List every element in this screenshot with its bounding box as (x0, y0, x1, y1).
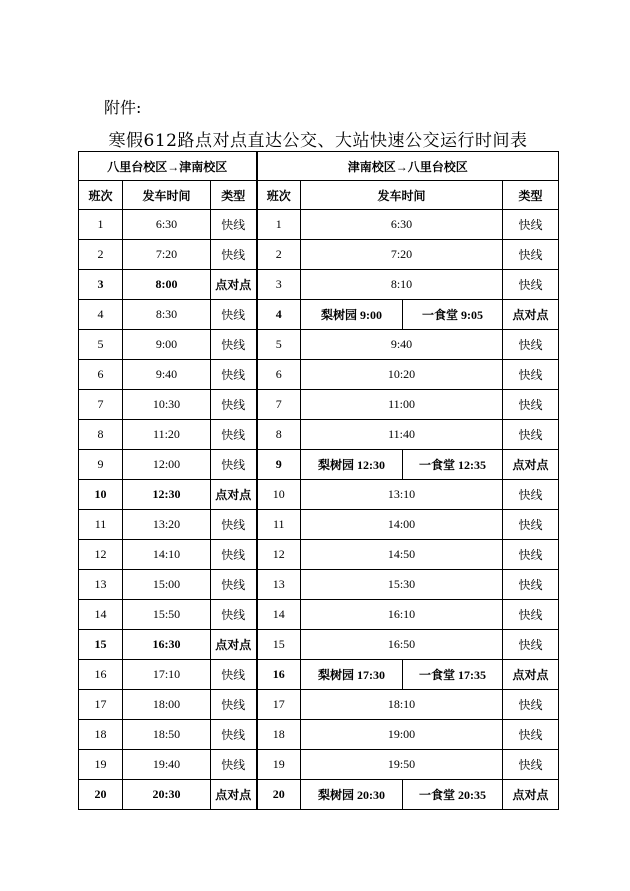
left-trip-no: 11 (79, 510, 123, 540)
left-depart-time: 10:30 (123, 390, 211, 420)
right-type: 快线 (503, 570, 559, 600)
table-row (79, 570, 559, 600)
right-depart-time: 19:50 (301, 750, 503, 780)
right-trip-no: 14 (257, 600, 301, 630)
left-depart-time: 15:00 (123, 570, 211, 600)
table-row (79, 210, 559, 240)
table-row (79, 240, 559, 270)
right-type: 点对点 (503, 780, 559, 810)
left-trip-no: 7 (79, 390, 123, 420)
table-row (79, 510, 559, 540)
right-trip-no: 15 (257, 630, 301, 660)
left-trip-no: 4 (79, 300, 123, 330)
right-depart-time: 13:10 (301, 480, 503, 510)
right-col-no-header: 班次 (257, 181, 301, 210)
table-row (79, 630, 559, 660)
left-trip-no: 3 (79, 270, 123, 300)
right-trip-no: 16 (257, 660, 301, 690)
left-type: 快线 (211, 420, 257, 450)
right-trip-no: 1 (257, 210, 301, 240)
right-trip-no: 6 (257, 360, 301, 390)
left-depart-time: 6:30 (123, 210, 211, 240)
right-depart-canteen: 一食堂 9:05 (403, 300, 503, 330)
right-depart-time: 16:10 (301, 600, 503, 630)
right-trip-no: 18 (257, 720, 301, 750)
left-trip-no: 16 (79, 660, 123, 690)
left-col-no-header: 班次 (79, 181, 123, 210)
table-row (79, 450, 559, 480)
right-trip-no: 2 (257, 240, 301, 270)
left-depart-time: 16:30 (123, 630, 211, 660)
left-type: 快线 (211, 570, 257, 600)
left-depart-time: 15:50 (123, 600, 211, 630)
schedule-table (78, 151, 559, 810)
right-trip-no: 10 (257, 480, 301, 510)
table-row (79, 480, 559, 510)
left-type: 快线 (211, 360, 257, 390)
right-depart-canteen: 一食堂 12:35 (403, 450, 503, 480)
right-type: 快线 (503, 210, 559, 240)
right-direction-header: 津南校区→八里台校区 (257, 152, 559, 181)
left-trip-no: 12 (79, 540, 123, 570)
right-depart-lishuyuan: 梨树园 20:30 (301, 780, 403, 810)
left-type: 快线 (211, 240, 257, 270)
right-depart-time: 14:00 (301, 510, 503, 540)
left-type: 快线 (211, 510, 257, 540)
right-type: 快线 (503, 510, 559, 540)
right-type: 快线 (503, 420, 559, 450)
left-trip-no: 5 (79, 330, 123, 360)
right-type: 快线 (503, 270, 559, 300)
table-row (79, 780, 559, 810)
right-type: 点对点 (503, 660, 559, 690)
right-depart-time: 11:40 (301, 420, 503, 450)
table-row (79, 360, 559, 390)
right-trip-no: 7 (257, 390, 301, 420)
left-depart-time: 14:10 (123, 540, 211, 570)
left-depart-time: 12:00 (123, 450, 211, 480)
left-trip-no: 18 (79, 720, 123, 750)
left-col-type-header: 类型 (211, 181, 257, 210)
right-depart-lishuyuan: 梨树园 12:30 (301, 450, 403, 480)
left-trip-no: 13 (79, 570, 123, 600)
left-type: 快线 (211, 750, 257, 780)
left-type: 快线 (211, 390, 257, 420)
left-type: 快线 (211, 720, 257, 750)
left-type: 点对点 (211, 270, 257, 300)
left-depart-time: 8:30 (123, 300, 211, 330)
left-type: 快线 (211, 600, 257, 630)
table-row (79, 420, 559, 450)
left-trip-no: 6 (79, 360, 123, 390)
right-type: 快线 (503, 750, 559, 780)
right-trip-no: 13 (257, 570, 301, 600)
left-col-time-header: 发车时间 (123, 181, 211, 210)
table-row (79, 390, 559, 420)
left-type: 快线 (211, 210, 257, 240)
left-type: 快线 (211, 450, 257, 480)
right-depart-time: 11:00 (301, 390, 503, 420)
left-trip-no: 20 (79, 780, 123, 810)
right-type: 点对点 (503, 300, 559, 330)
left-trip-no: 9 (79, 450, 123, 480)
right-depart-time: 7:20 (301, 240, 503, 270)
left-trip-no: 17 (79, 690, 123, 720)
right-col-type-header: 类型 (503, 181, 559, 210)
annex-label: 附件: (104, 98, 142, 117)
left-trip-no: 14 (79, 600, 123, 630)
right-trip-no: 3 (257, 270, 301, 300)
right-depart-canteen: 一食堂 20:35 (403, 780, 503, 810)
right-depart-time: 18:10 (301, 690, 503, 720)
table-row (79, 300, 559, 330)
left-depart-time: 17:10 (123, 660, 211, 690)
table-row (79, 750, 559, 780)
right-trip-no: 19 (257, 750, 301, 780)
left-trip-no: 1 (79, 210, 123, 240)
right-trip-no: 20 (257, 780, 301, 810)
right-type: 快线 (503, 690, 559, 720)
right-trip-no: 11 (257, 510, 301, 540)
right-depart-time: 16:50 (301, 630, 503, 660)
right-depart-time: 15:30 (301, 570, 503, 600)
left-depart-time: 7:20 (123, 240, 211, 270)
table-row (79, 690, 559, 720)
right-col-time-header: 发车时间 (301, 181, 503, 210)
table-row (79, 270, 559, 300)
right-type: 快线 (503, 720, 559, 750)
left-type: 快线 (211, 540, 257, 570)
left-trip-no: 15 (79, 630, 123, 660)
left-trip-no: 19 (79, 750, 123, 780)
left-direction-header: 八里台校区→津南校区 (79, 152, 257, 181)
left-depart-time: 9:40 (123, 360, 211, 390)
right-depart-canteen: 一食堂 17:35 (403, 660, 503, 690)
left-type: 快线 (211, 690, 257, 720)
right-trip-no: 4 (257, 300, 301, 330)
left-depart-time: 13:20 (123, 510, 211, 540)
left-type: 快线 (211, 660, 257, 690)
table-row (79, 540, 559, 570)
left-depart-time: 12:30 (123, 480, 211, 510)
left-depart-time: 19:40 (123, 750, 211, 780)
left-trip-no: 2 (79, 240, 123, 270)
left-type: 快线 (211, 300, 257, 330)
right-type: 快线 (503, 330, 559, 360)
left-trip-no: 10 (79, 480, 123, 510)
left-type: 点对点 (211, 630, 257, 660)
right-type: 快线 (503, 390, 559, 420)
table-row (79, 600, 559, 630)
right-depart-time: 8:10 (301, 270, 503, 300)
table-row (79, 720, 559, 750)
left-depart-time: 9:00 (123, 330, 211, 360)
right-trip-no: 8 (257, 420, 301, 450)
right-depart-time: 6:30 (301, 210, 503, 240)
right-trip-no: 17 (257, 690, 301, 720)
left-depart-time: 18:50 (123, 720, 211, 750)
right-type: 快线 (503, 630, 559, 660)
right-depart-time: 9:40 (301, 330, 503, 360)
right-trip-no: 9 (257, 450, 301, 480)
left-type: 点对点 (211, 780, 257, 810)
right-depart-time: 19:00 (301, 720, 503, 750)
page-title: 寒假612路点对点直达公交、大站快速公交运行时间表 (108, 131, 528, 151)
left-depart-time: 8:00 (123, 270, 211, 300)
left-depart-time: 20:30 (123, 780, 211, 810)
table-row (79, 660, 559, 690)
right-type: 点对点 (503, 450, 559, 480)
right-type: 快线 (503, 480, 559, 510)
right-trip-no: 5 (257, 330, 301, 360)
right-type: 快线 (503, 600, 559, 630)
right-depart-lishuyuan: 梨树园 9:00 (301, 300, 403, 330)
right-depart-time: 14:50 (301, 540, 503, 570)
left-depart-time: 18:00 (123, 690, 211, 720)
right-trip-no: 12 (257, 540, 301, 570)
right-type: 快线 (503, 540, 559, 570)
left-type: 点对点 (211, 480, 257, 510)
right-depart-time: 10:20 (301, 360, 503, 390)
left-trip-no: 8 (79, 420, 123, 450)
right-type: 快线 (503, 240, 559, 270)
left-type: 快线 (211, 330, 257, 360)
right-depart-lishuyuan: 梨树园 17:30 (301, 660, 403, 690)
right-type: 快线 (503, 360, 559, 390)
left-depart-time: 11:20 (123, 420, 211, 450)
table-row (79, 330, 559, 360)
